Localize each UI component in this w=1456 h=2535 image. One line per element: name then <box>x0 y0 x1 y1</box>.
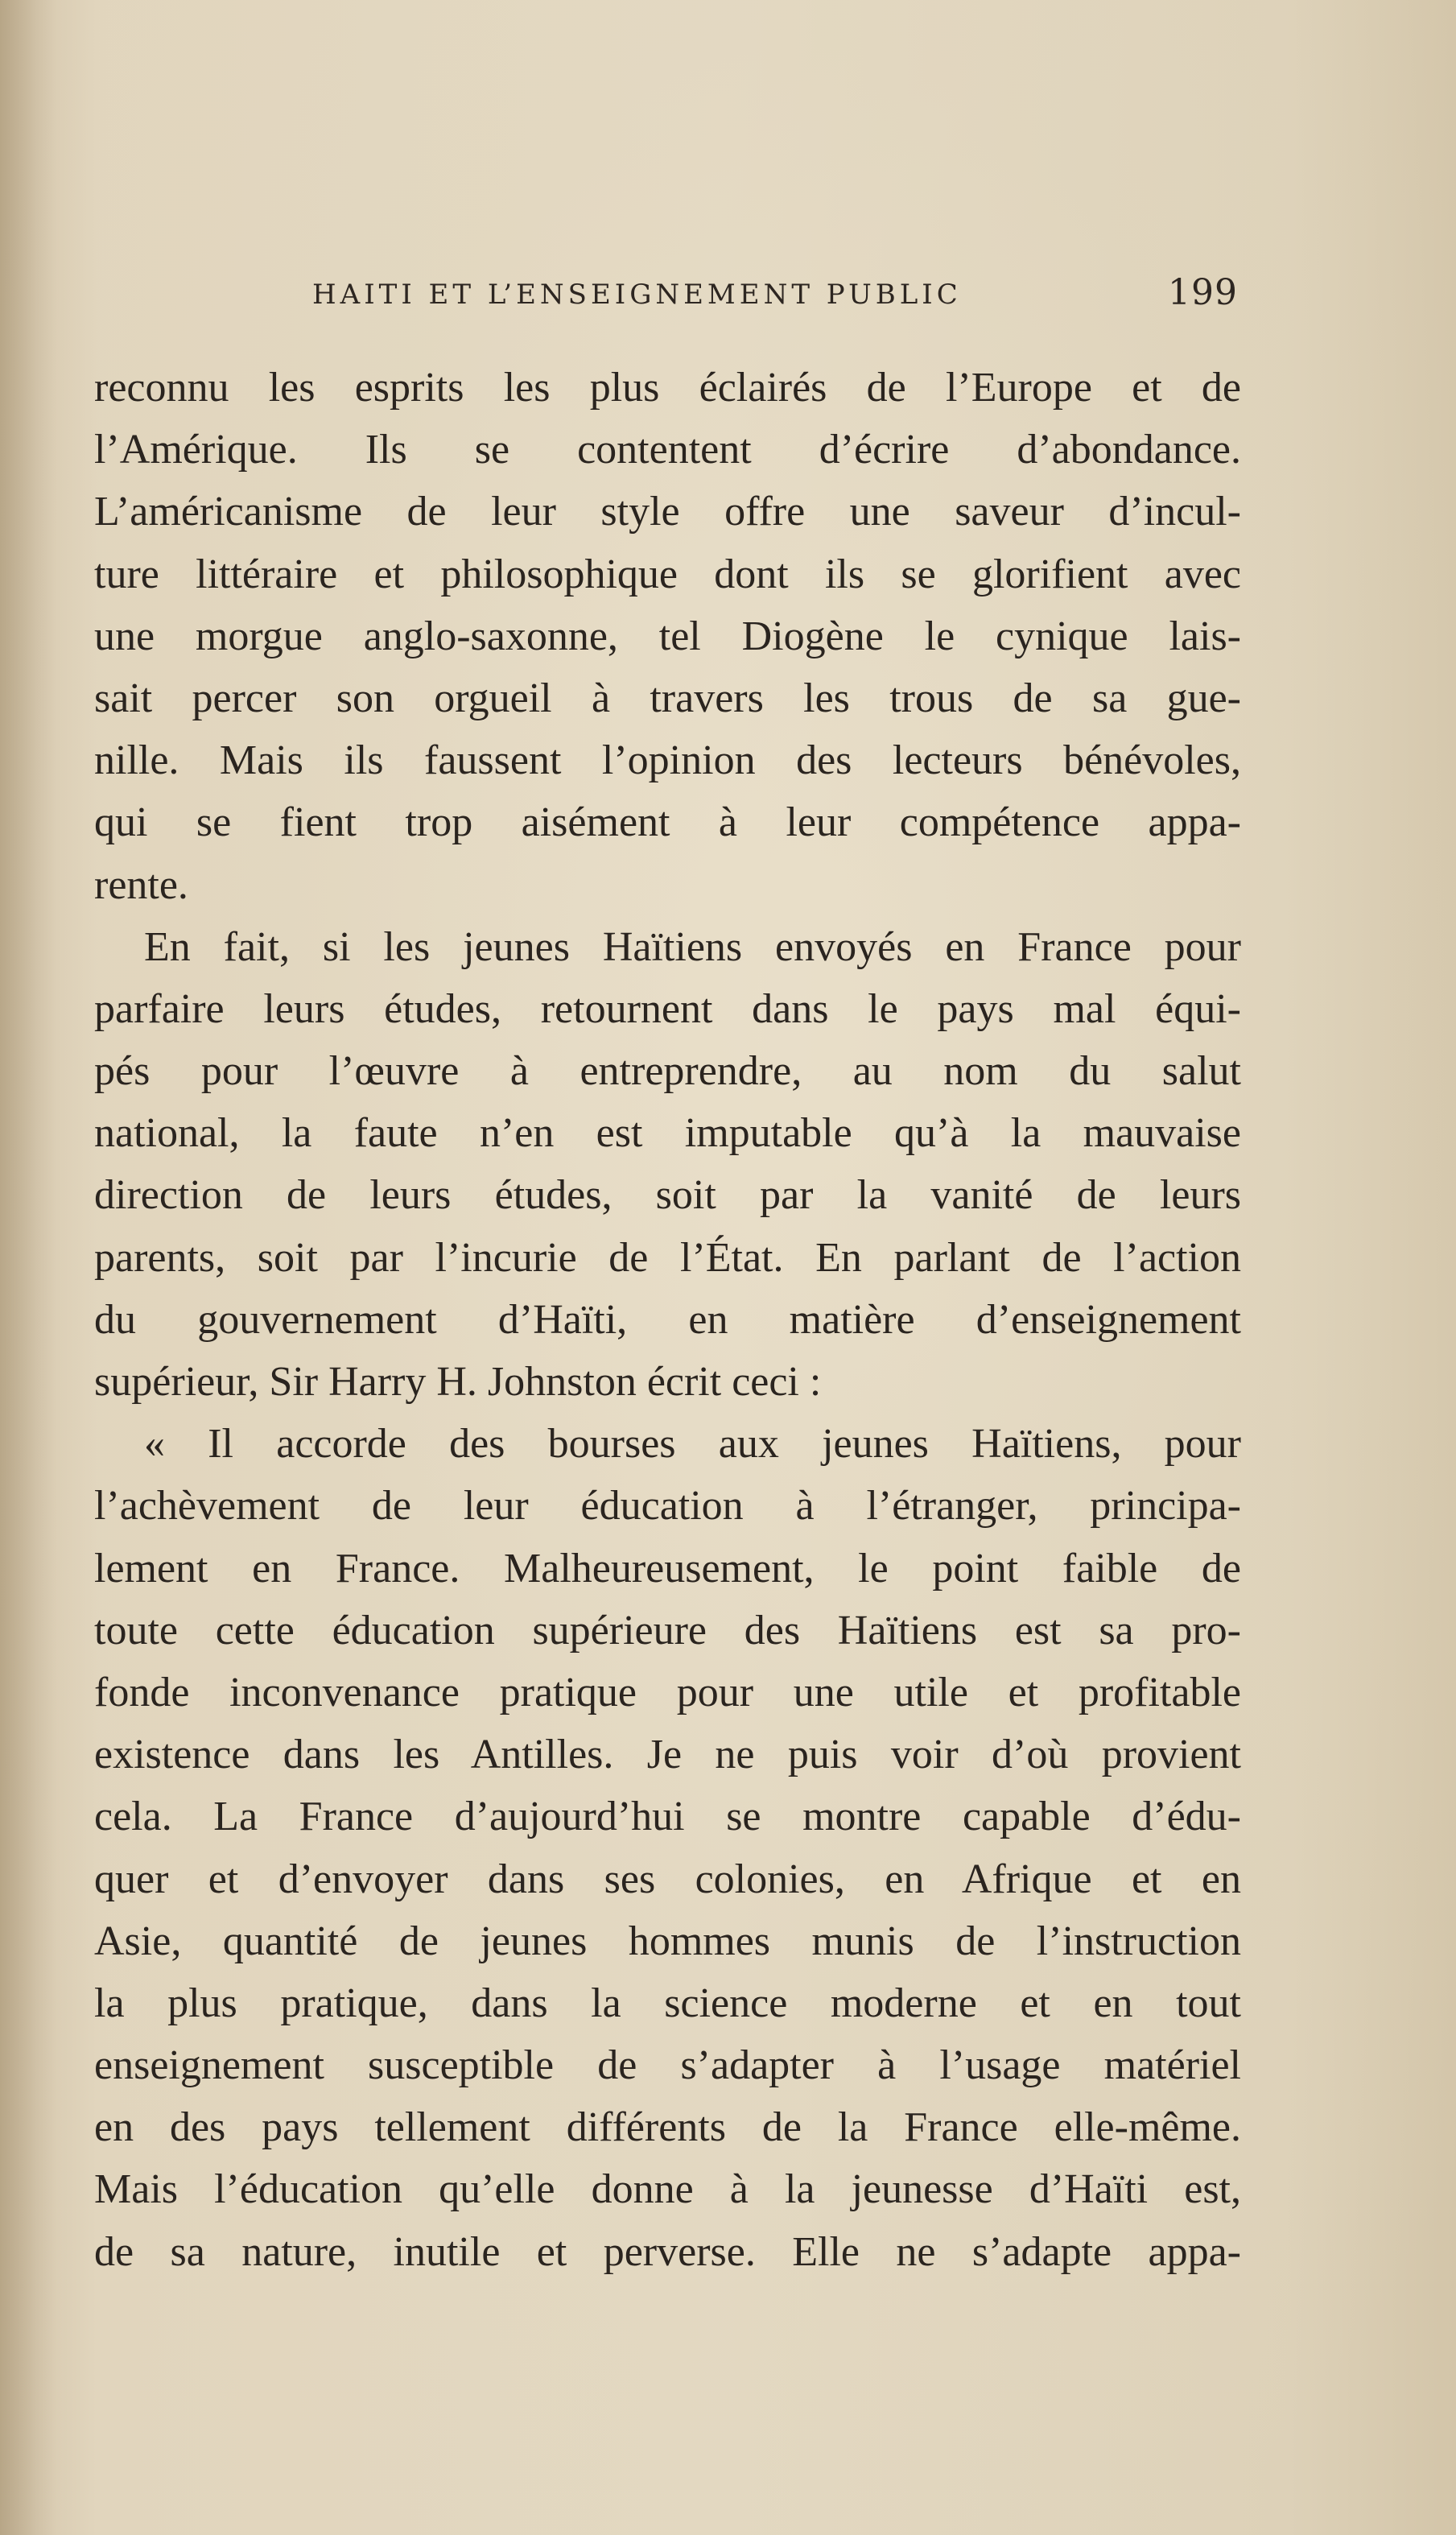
text-line: qui se fient trop aisément à leur compétence appa- <box>94 799 1241 846</box>
text-line: cela. La France d’aujourd’hui se montre capable d’édu- <box>94 1794 1241 1840</box>
text-line: parfaire leurs études, retournent dans le pays mal équi- <box>94 985 1241 1032</box>
text-line: pés pour l’œuvre à entreprendre, au nom du salut <box>94 1048 1241 1095</box>
text-line: enseignement susceptible de s’adapter à l’usage matériel <box>94 2042 1241 2089</box>
text-line: direction de leurs études, soit par la vanité de leurs <box>94 1172 1241 1219</box>
text-line: nille. Mais ils faussent l’opinion des lecteurs bénévoles, <box>94 737 1241 784</box>
body-text <box>94 357 1241 2283</box>
text-line: du gouvernement d’Haïti, en matière d’enseignement <box>94 1296 1241 1343</box>
text-line: l’achèvement de leur éducation à l’étranger, principa- <box>94 1483 1241 1530</box>
text-line: En fait, si les jeunes Haïtiens envoyés en France pour <box>144 923 1241 970</box>
text-line: la plus pratique, dans la science moderne et en tout <box>94 1980 1241 2026</box>
text-line: existence dans les Antilles. Je ne puis voir d’où provient <box>94 1732 1241 1778</box>
text-line: Mais l’éducation qu’elle donne à la jeunesse d’Haïti est, <box>94 2166 1241 2213</box>
text-line: lement en France. Malheureusement, le point faible de <box>94 1545 1241 1592</box>
running-head: HAITI ET L’ENSEIGNEMENT PUBLIC <box>312 279 962 311</box>
text-line: l’Amérique. Ils se contentent d’écrire d’abondance. <box>94 427 1241 473</box>
text-line: rente. <box>94 861 188 908</box>
text-line: reconnu les esprits les plus éclairés de l’Europe et de <box>94 365 1241 411</box>
text-line: quer et d’envoyer dans ses colonies, en Afrique et en <box>94 1856 1241 1902</box>
text-line: de sa nature, inutile et perverse. Elle ne s’adapte appa- <box>94 2228 1241 2275</box>
text-line: une morgue anglo-saxonne, tel Diogène le cynique lais- <box>94 613 1241 659</box>
text-line: parents, soit par l’incurie de l’État. En parlant de l’action <box>94 1234 1241 1281</box>
page-number: 199 <box>1168 272 1238 313</box>
text-line: L’américanisme de leur style offre une saveur d’incul- <box>94 489 1241 535</box>
text-line: Asie, quantité de jeunes hommes munis de l’instruction <box>94 1918 1241 1964</box>
text-line: sait percer son orgueil à travers les trous de sa gue- <box>94 675 1241 721</box>
text-line: supérieur, Sir Harry H. Johnston écrit ceci : <box>94 1359 822 1405</box>
text-line: fonde inconvenance pratique pour une utile et profitable <box>94 1669 1241 1715</box>
text-line: « Il accorde des bourses aux jeunes Haïtiens, pour <box>144 1421 1241 1468</box>
text-line: national, la faute n’en est imputable qu’à la mauvaise <box>94 1110 1241 1157</box>
text-line: toute cette éducation supérieure des Haïtiens est sa pro- <box>94 1607 1241 1654</box>
text-line: en des pays tellement différents de la France elle-même. <box>94 2104 1241 2151</box>
text-line: ture littéraire et philosophique dont ils se glorifient avec <box>94 551 1241 597</box>
spine-shadow <box>0 0 56 2535</box>
page-header <box>312 272 1238 312</box>
